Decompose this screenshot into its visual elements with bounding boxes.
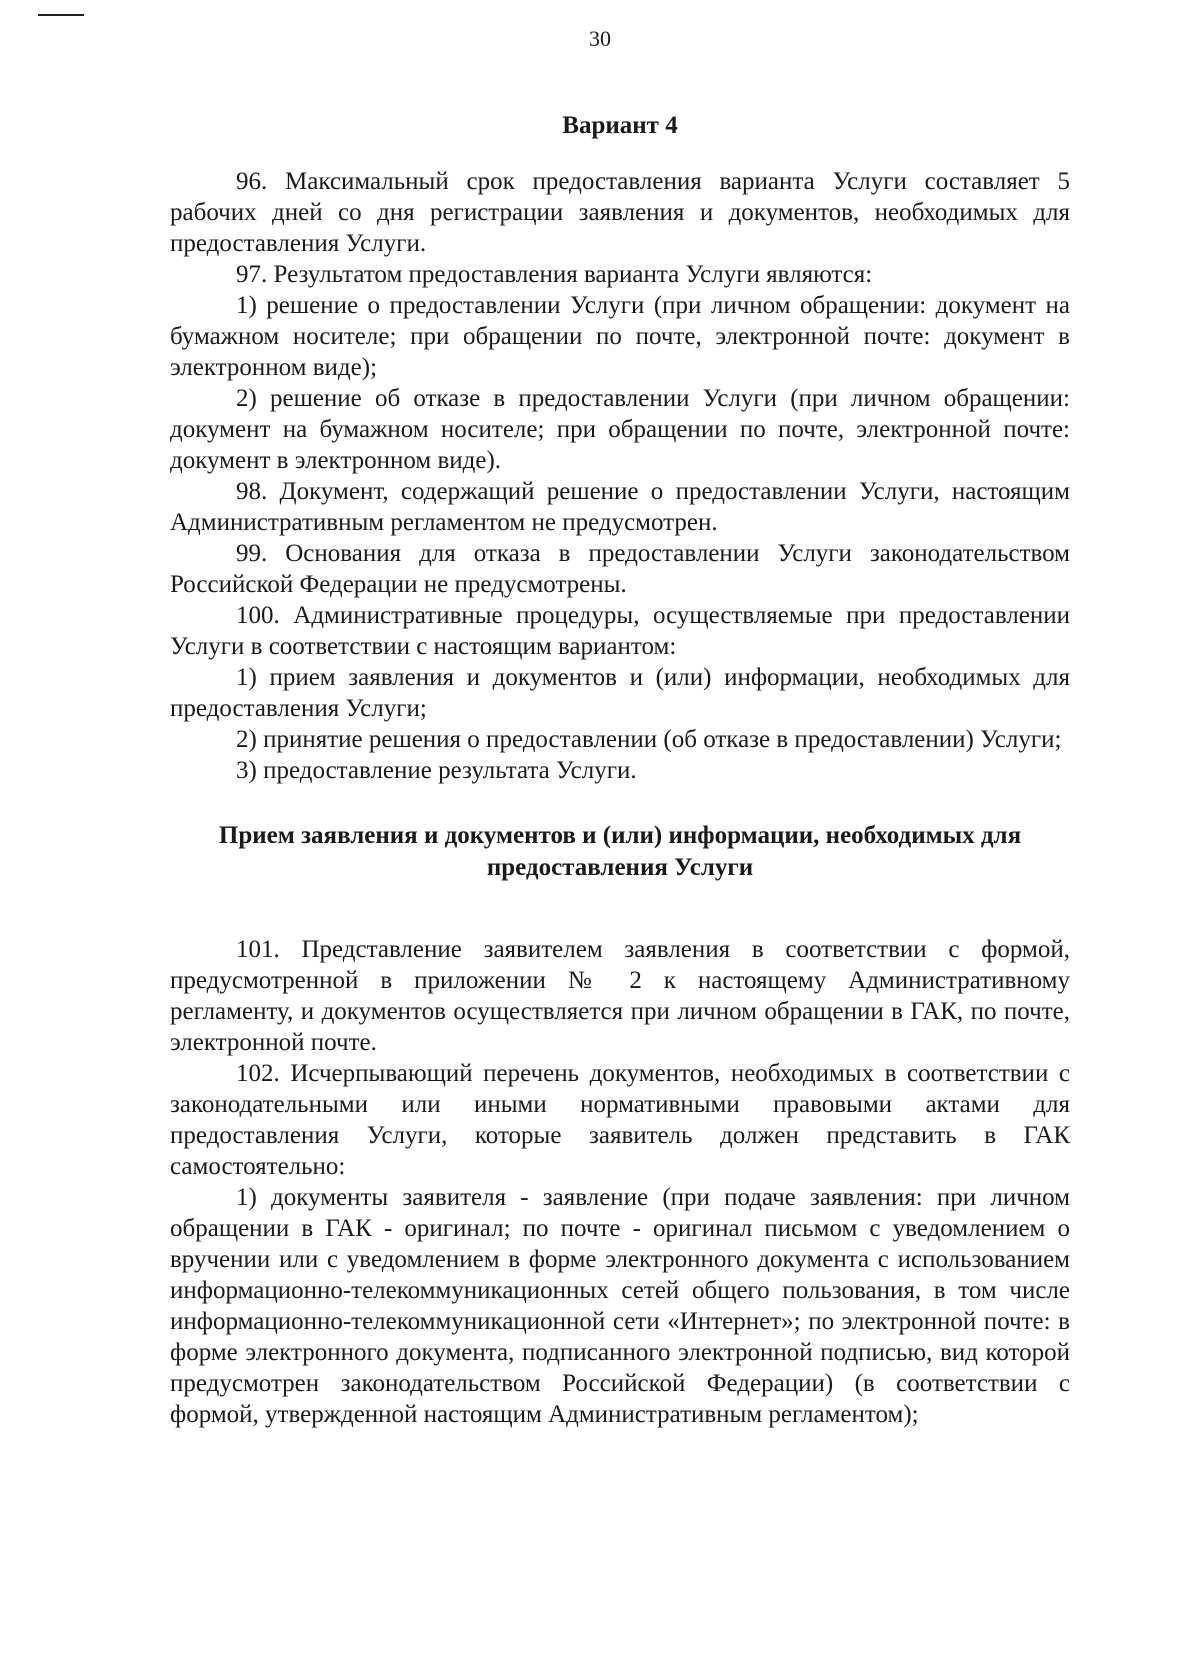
- scan-artifact-line: [38, 14, 84, 16]
- paragraph-99: 99. Основания для отказа в предоставлении Услуги законодательством Российской Федерации не предусмотрены.: [170, 540, 1070, 598]
- paragraph-97: 97. Результатом предоставления варианта Услуги являются:: [236, 261, 873, 288]
- paragraph-102: 102. Исчерпывающий перечень документов, необходимых в соответствии с законодательными или иными нормативными правовыми актами для предоставления Услуги, которые заявитель должен представить в ГАК самостоятельно:: [170, 1060, 1070, 1180]
- paragraph-101: 101. Представление заявителем заявления в соответствии с формой, предусмотренной в приложении № 2 к настоящему Административному регламенту, и документов осуществляется при личном обращении в ГАК, по почте, электронной почте.: [170, 936, 1070, 1056]
- subsection-title: Прием заявления и документов и (или) информации, необходимых для предоставления Услуги: [218, 822, 1022, 881]
- paragraph-100-item-3: 3) предоставление результата Услуги.: [236, 757, 637, 784]
- paragraph-97-item-2: 2) решение об отказе в предоставлении Услуги (при личном обращении: документ на бумажном носителе; при обращении по почте, электронной почте: документ в электронном виде).: [170, 385, 1070, 474]
- paragraph-96: 96. Максимальный срок предоставления варианта Услуги составляет 5 рабочих дней со дня регистрации заявления и документов, необходимых для предоставления Услуги.: [170, 168, 1070, 257]
- paragraph-102-item-1: 1) документы заявителя - заявление (при подаче заявления: при личном обращении в ГАК - оригинал; по почте - оригинал письмом с уведомлением о вручении или с уведомлением в форме электронного документа с использованием информационно-телекоммуникационных сетей общего пользования, в том числе информационно-телекоммуникационной сети «Интернет»; по электронной почте: в форме электронного документа, подписанного электронной подписью, вид которой предусмотрен законодательством Российской Федерации) (в соответствии с формой, утвержденной настоящим Административным регламентом);: [170, 1184, 1070, 1428]
- paragraph-98: 98. Документ, содержащий решение о предоставлении Услуги, настоящим Административным регламентом не предусмотрен.: [170, 478, 1070, 536]
- paragraph-100: 100. Административные процедуры, осуществляемые при предоставлении Услуги в соответствии с настоящим вариантом:: [170, 602, 1070, 660]
- document-body: [170, 110, 1070, 1430]
- paragraph-97-item-1: 1) решение о предоставлении Услуги (при личном обращении: документ на бумажном носителе; при обращении по почте, электронной почте: документ в электронном виде);: [170, 292, 1070, 381]
- paragraph-100-item-1: 1) прием заявления и документов и (или) информации, необходимых для предоставления Услуги;: [170, 664, 1070, 722]
- page-number: 30: [589, 26, 611, 51]
- paragraph-100-item-2: 2) принятие решения о предоставлении (об отказе в предоставлении) Услуги;: [236, 726, 1062, 753]
- section-title: Вариант 4: [562, 112, 678, 139]
